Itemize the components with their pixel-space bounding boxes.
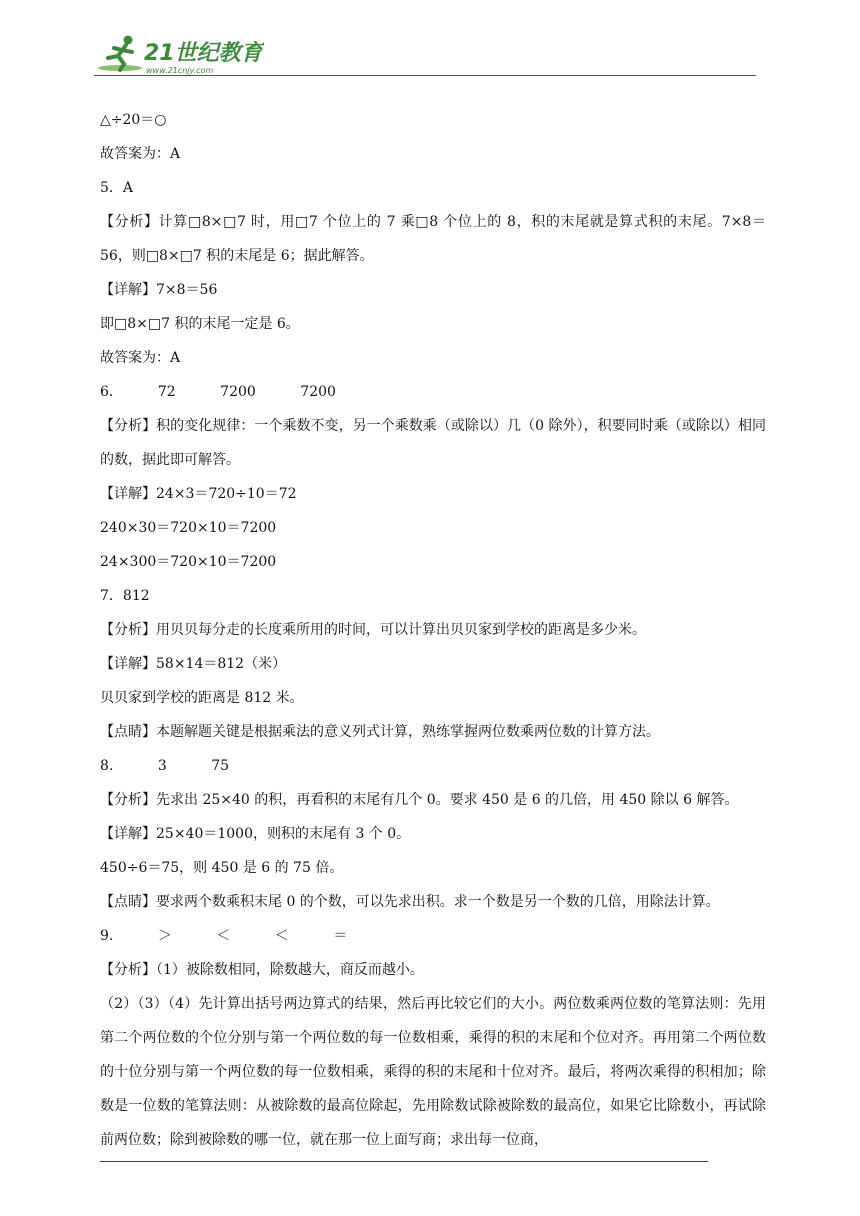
header-rule [94, 75, 756, 76]
text-line: 即□8×□7 积的末尾一定是 6。 [100, 316, 300, 332]
logo [94, 30, 264, 76]
comment-line: 【点睛】本题解题关键是根据乘法的意义列式计算，熟练掌握两位数乘两位数的计算方法。 [100, 724, 660, 740]
question-number-9: 9. ＞ ＜ ＜ ＝ [100, 928, 348, 944]
page-header [94, 30, 756, 78]
analysis-paragraph: 【分析】计算□8×□7 时，用□7 个位上的 7 乘□8 个位上的 8，积的末尾就是算式积的末尾。7×8＝56，则□8×□7 积的末尾是 6；据此解答。 [100, 214, 766, 264]
text-line: △÷20＝○ [100, 112, 167, 128]
analysis-paragraph: 【分析】用贝贝每分走的长度乘所用的时间，可以计算出贝贝家到学校的距离是多少米。 [100, 622, 646, 638]
text-line: 240×30＝720×10＝7200 [100, 520, 277, 536]
detail-line: 【详解】7×8＝56 [100, 282, 218, 298]
footer-rule [100, 1161, 708, 1162]
detail-line: 【详解】25×40＝1000，则积的末尾有 3 个 0。 [100, 826, 411, 842]
question-number-7: 7．812 [100, 588, 150, 604]
text-line: 故答案为：A [100, 146, 181, 162]
detail-line: 【详解】58×14＝812（米） [100, 656, 287, 672]
logo-text: 21世纪教育 [144, 41, 263, 66]
analysis-paragraph: （2）（3）（4）先计算出括号两边算式的结果，然后再比较它们的大小。两位数乘两位数的笔算法则：先用第二个两位数的个位分别与第一个两位数的每一位数相乘，乘得的积的末尾和个位对齐。再用第二个两位数的十位分别与第一个两位数的每一位数相乘，乘得的积的末尾和十位对齐。最后，将两次乘得的积相加；除数是一位数的笔算法则：从被除数的最高位除起，先用除数试除被除数的最高位，如果它比除数小，再试除前两位数；除到被除数的哪一位，就在那一位上面写商；求出每一位商， [100, 996, 766, 1148]
logo-url: www.21cnjy.com [146, 66, 214, 75]
question-number-8: 8. 3 75 [100, 758, 230, 774]
runner-logo-icon [94, 30, 264, 76]
comment-line: 【点睛】要求两个数乘积末尾 0 的个数，可以先求出积。求一个数是另一个数的几倍，用除法计算。 [100, 894, 720, 910]
text-line: 贝贝家到学校的距离是 812 米。 [100, 690, 304, 706]
detail-line: 【详解】24×3＝720÷10＝72 [100, 486, 297, 502]
question-number-6: 6. 72 7200 7200 [100, 384, 336, 400]
document-body [100, 103, 766, 1157]
analysis-paragraph: 【分析】先求出 25×40 的积，再看积的末尾有几个 0。要求 450 是 6 的几倍，用 450 除以 6 解答。 [100, 792, 739, 808]
text-line: 450÷6＝75，则 450 是 6 的 75 倍。 [100, 860, 344, 876]
text-line: 故答案为：A [100, 350, 181, 366]
text-line: 24×300＝720×10＝7200 [100, 554, 277, 570]
question-number-5: 5．A [100, 180, 134, 196]
analysis-paragraph: 【分析】（1）被除数相同，除数越大，商反而越小。 [100, 962, 424, 978]
analysis-paragraph: 【分析】积的变化规律：一个乘数不变，另一个乘数乘（或除以）几（0 除外），积要同时乘（或除以）相同的数，据此即可解答。 [100, 418, 766, 468]
